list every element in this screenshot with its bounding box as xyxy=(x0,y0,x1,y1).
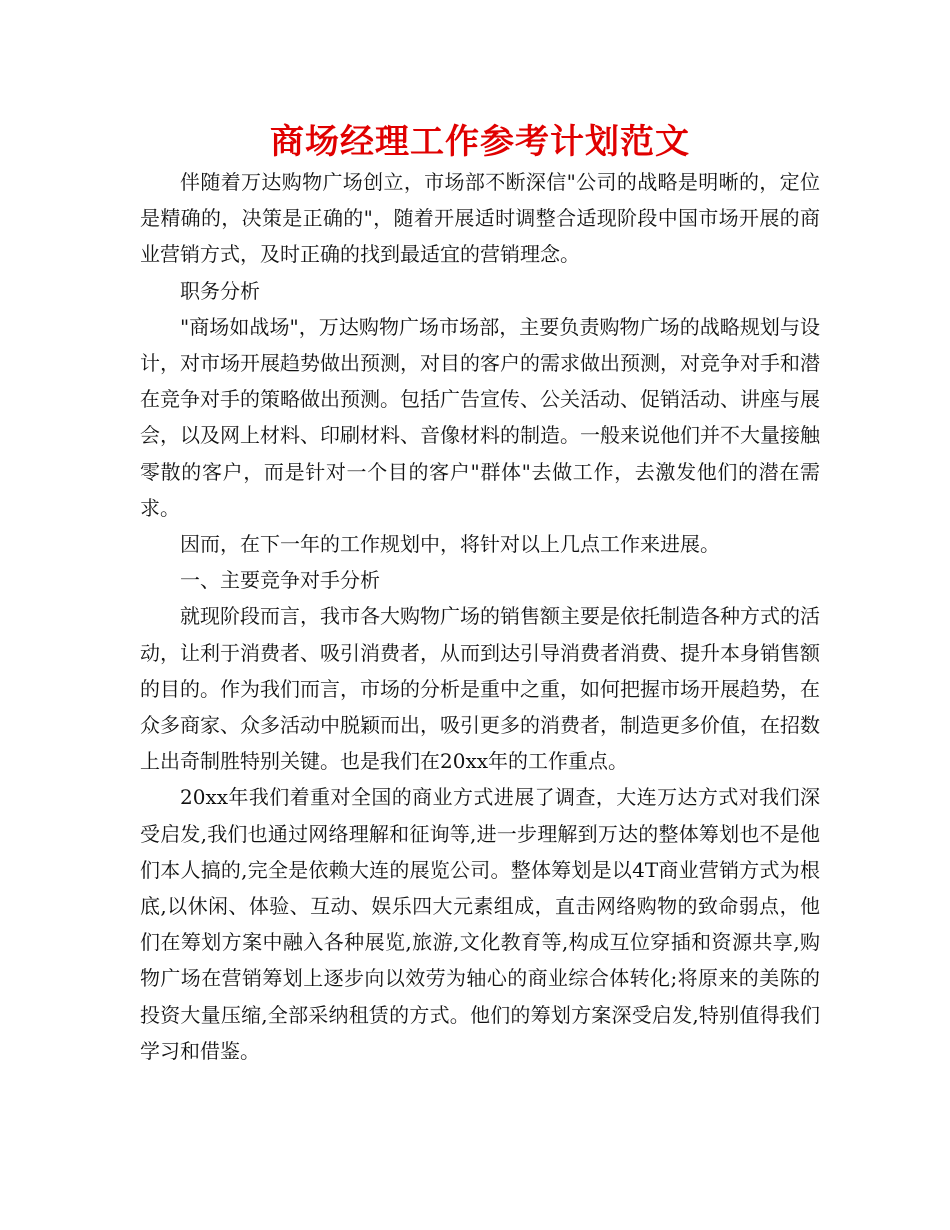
document-body xyxy=(140,164,820,1069)
paragraph-plan-note: 因而，在下一年的工作规划中，将针对以上几点工作来进展。 xyxy=(180,532,720,557)
paragraph-wanda-survey: 20xx年我们着重对全国的商业方式进展了调查，大连万达方式对我们深受启发,我们也通过网络理解和征询等,进一步理解到万达的整体筹划也不是他们本人搞的,完全是依赖大连的展览公司。整体筹划是以4T商业营销方式为根底,以休闲、体验、互动、娱乐四大元素组成，直击网络购物的致命弱点，他们在筹划方案中融入各种展览,旅游,文化教育等,构成互位穿插和资源共享,购物广场在营销筹划上逐步向以效劳为轴心的商业综合体转化;将原来的美陈的投资大量压缩,全部采纳租赁的方式。他们的筹划方案深受启发,特别值得我们学习和借鉴。 xyxy=(140,785,820,1063)
paragraph-intro: 伴随着万达购物广场创立，市场部不断深信"公司的战略是明晰的，定位是精确的，决策是正确的"，随着开展适时调整合适现阶段中国市场开展的商业营销方式，及时正确的找到最适宜的营销理念。 xyxy=(140,170,820,267)
document-title: 商场经理工作参考计划范文 xyxy=(270,122,690,162)
section-heading-competitor-analysis: 一、主要竞争对手分析 xyxy=(180,568,380,593)
paragraph-market-analysis: 就现阶段而言，我市各大购物广场的销售额主要是依托制造各种方式的活动，让利于消费者、吸引消费者，从而到达引导消费者消费、提升本身销售额的目的。作为我们而言，市场的分析是重中之重，如何把握市场开展趋势，在众多商家、众多活动中脱颖而出，吸引更多的消费者，制造更多价值，在招数上出奇制胜特别关键。也是我们在20xx年的工作重点。 xyxy=(140,604,820,774)
section-heading-job-analysis: 职务分析 xyxy=(180,278,260,303)
paragraph-job-analysis: "商场如战场"，万达购物广场市场部，主要负责购物广场的战略规划与设计，对市场开展趋势做出预测，对目的客户的需求做出预测，对竞争对手和潜在竞争对手的策略做出预测。包括广告宣传、公关活动、促销活动、讲座与展会，以及网上材料、印刷材料、音像材料的制造。一般来说他们并不大量接触零散的客户，而是针对一个目的客户"群体"去做工作，去激发他们的潜在需求。 xyxy=(140,314,820,520)
document-page xyxy=(140,120,820,1069)
